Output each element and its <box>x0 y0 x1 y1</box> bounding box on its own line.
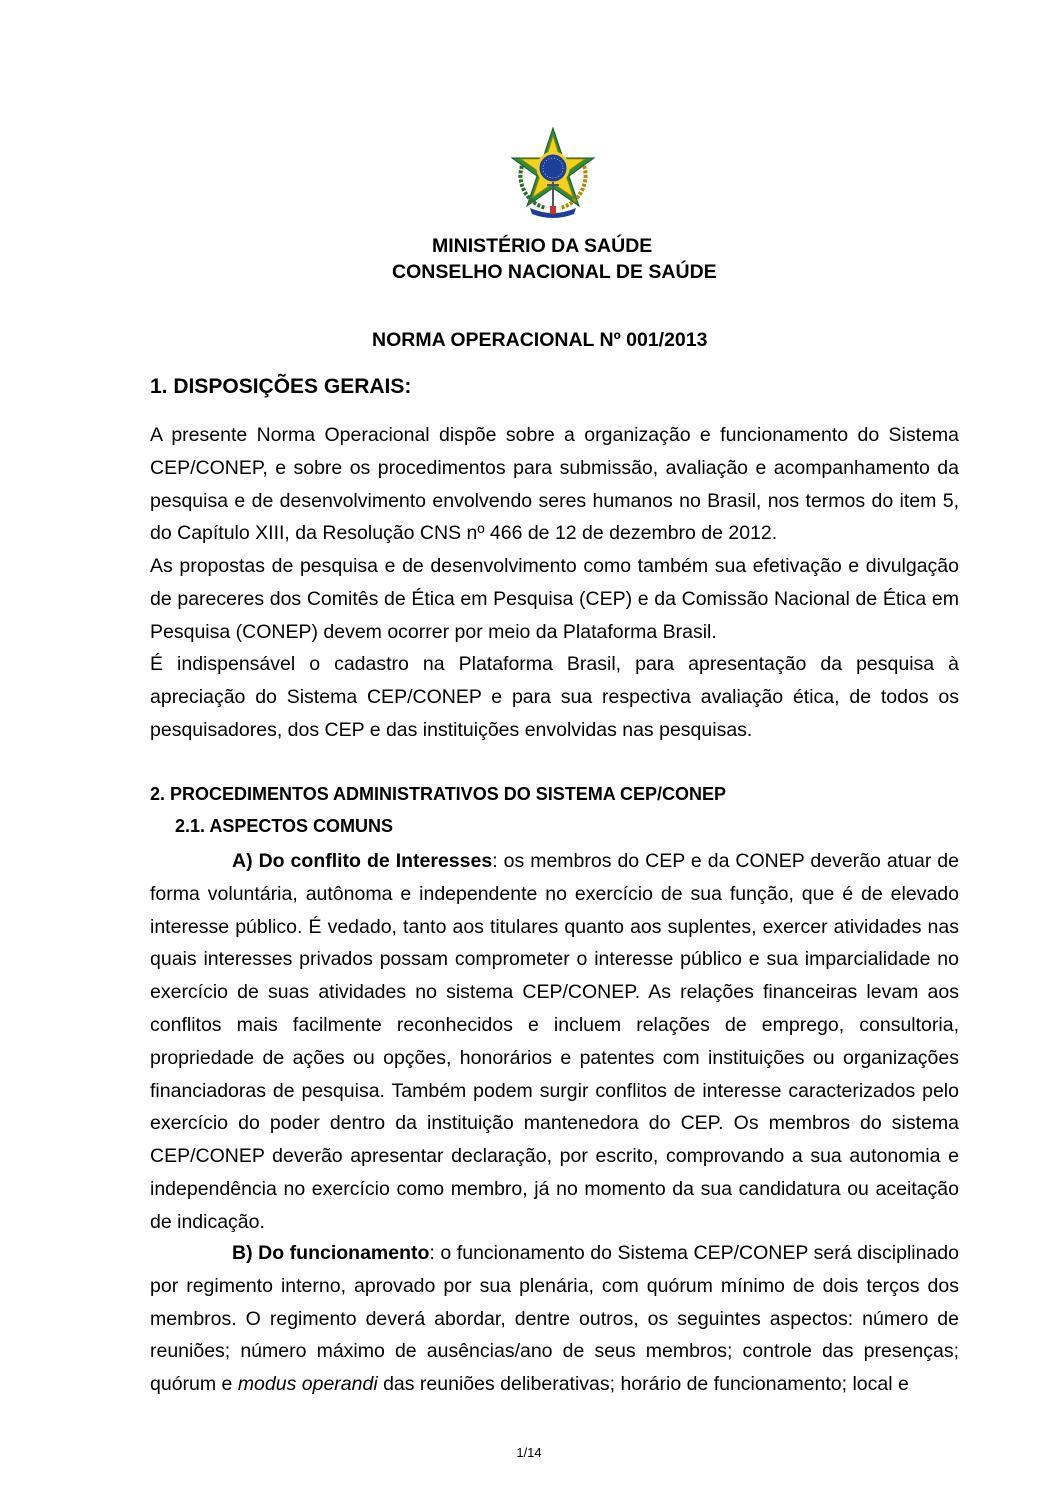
section-1-paragraph-3: É indispensável o cadastro na Plataforma Brasil, para apresentação da pesquisa à apreciação do Sistema CEP/CONEP e para sua respectiva avaliação ética, de todos os pesquisadores, dos CEP e das instituições envolvidas nas pesquisas. <box>150 653 959 741</box>
functioning-text-1: : o funcionamento do Sistema CEP/CONEP será disciplinado por regimento interno, aprovado por sua plenária, com quórum mínimo de dois terços dos membros. O regimento deverá abordar, dentre outros, os seguintes aspectos: número de reuniões; número máximo de ausências/ano de seus membros; controle das presenças; quórum e <box>150 1242 959 1396</box>
conflict-of-interest-label: A) Do conflito de Interesses <box>232 850 493 872</box>
council-title: CONSELHO NACIONAL DE SAÚDE <box>392 261 717 283</box>
paragraph-functioning <box>150 1237 959 1401</box>
functioning-label: B) Do funcionamento <box>232 1242 430 1264</box>
section-2-1-heading: 2.1. ASPECTOS COMUNS <box>175 816 394 836</box>
conflict-of-interest-text: : os membros do CEP e da CONEP deverão atuar de forma voluntária, autônoma e independente no exercício de sua função, que é de elevado interesse público. É vedado, tanto aos titulares quanto aos suplentes, exercer atividades nas quais interesses privados possam comprometer o interesse público e sua imparcialidade no exercício de suas atividades no sistema CEP/CONEP. As relações financeiras levam aos conflitos mais facilmente reconhecidos e incluem relações de emprego, consultoria, propriedade de ações ou opções, honorários e patentes com instituições ou organizações financiadoras de pesquisa. Também podem surgir conflitos de interesse caracterizados pelo exercício do poder dentro da instituição mantenedora do CEP. Os membros do sistema CEP/CONEP deverão apresentar declaração, por escrito, comprovando a sua autonomia e independência no exercício como membro, já no momento da sua candidatura ou aceitação de indicação. <box>150 850 959 1233</box>
functioning-italic-term: modus operandi <box>237 1373 378 1396</box>
section-2-heading: 2. PROCEDIMENTOS ADMINISTRATIVOS DO SISTEMA CEP/CONEP <box>150 784 727 804</box>
section-1-paragraph-1: A presente Norma Operacional dispõe sobre a organização e funcionamento do Sistema CEP/CONEP, e sobre os procedimentos para submissão, avaliação e acompanhamento da pesquisa e de desenvolvimento envolvendo seres humanos no Brasil, nos termos do item 5, do Capítulo XIII, da Resolução CNS nº 466 de 12 de dezembro de 2012. <box>150 424 959 545</box>
section-1-heading: 1. DISPOSIÇÕES GERAIS: <box>150 375 412 398</box>
paragraph-conflict-of-interest <box>150 845 959 1239</box>
functioning-text-2: das reuniões deliberativas; horário de funcionamento; local e <box>377 1373 909 1396</box>
ministry-title: MINISTÉRIO DA SAÚDE <box>432 235 653 257</box>
page-number: 1/14 <box>516 1445 542 1460</box>
coat-of-arms-brazil <box>508 126 598 218</box>
section-1-paragraph-2: As propostas de pesquisa e de desenvolvimento como também sua efetivação e divulgação de pareceres dos Comitês de Ética em Pesquisa (CEP) e da Comissão Nacional de Ética em Pesquisa (CONEP) devem ocorrer por meio da Plataforma Brasil. <box>150 555 959 643</box>
norm-title: NORMA OPERACIONAL Nº 001/2013 <box>372 329 708 351</box>
